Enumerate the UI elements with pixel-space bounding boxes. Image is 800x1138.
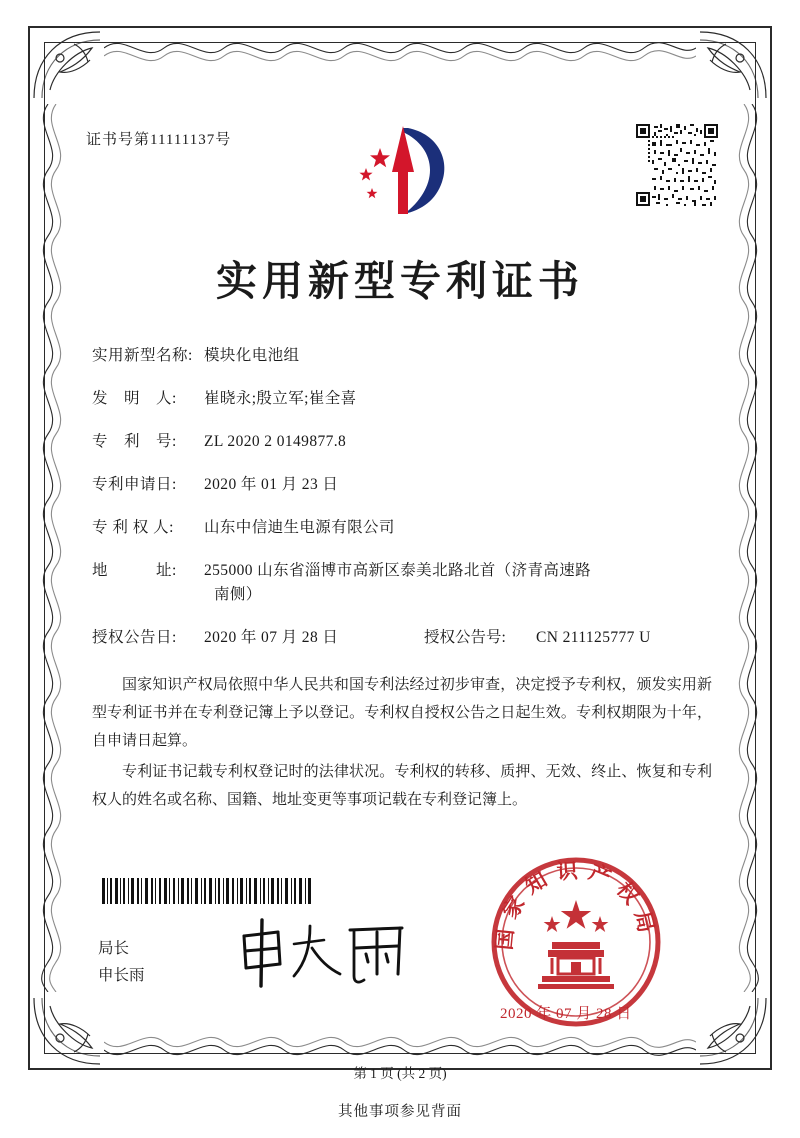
- field-row-inventors: [92, 387, 712, 411]
- field-row-address: [92, 559, 712, 607]
- field-value: 模块化电池组: [204, 347, 300, 364]
- field-label-announcement-date: 授权公告日:: [92, 629, 177, 647]
- field-label: 专利申请日:: [92, 476, 177, 494]
- corner-ornament-top-left: [30, 28, 104, 102]
- field-value: 255000 山东省淄博市高新区泰美北路北首（济青高速路: [204, 562, 592, 580]
- border-ornament-right: [734, 104, 770, 992]
- field-label: 专 利 号:: [92, 433, 177, 451]
- field-row-utility-model-name: [92, 344, 712, 368]
- svg-text:国家知识产权局: 国家知识产权局: [491, 858, 661, 952]
- field-row-patent-number: [92, 430, 712, 454]
- field-label: 实用新型名称:: [92, 347, 193, 364]
- corner-ornament-top-right: [696, 28, 770, 102]
- page-title: 实用新型专利证书: [216, 258, 584, 304]
- field-value: ZL 2020 2 0149877.8: [204, 433, 347, 451]
- certificate-number: 证书号第11111137号: [86, 132, 232, 148]
- qr-code: [636, 124, 718, 206]
- corner-ornament-bottom-right: [696, 994, 770, 1068]
- field-label-announcement-number: 授权公告号:: [424, 629, 506, 647]
- field-value-wrapper: [204, 559, 712, 607]
- field-value: 2020 年 01 月 23 日: [204, 476, 339, 494]
- page-number: 第 1 页 (共 2 页): [353, 1066, 447, 1081]
- field-value-line2: 南侧）: [214, 586, 262, 604]
- field-value: 山东中信迪生电源有限公司: [204, 519, 395, 537]
- field-row-application-date: [92, 473, 712, 497]
- field-row-patentee: [92, 516, 712, 540]
- handwritten-signature: [232, 918, 412, 990]
- director-label: 局长: [98, 940, 130, 957]
- border-ornament-left: [30, 104, 66, 992]
- cnipa-logo-icon: [346, 120, 460, 220]
- field-row-announcement: [92, 626, 712, 650]
- legal-text-block: [92, 672, 712, 819]
- field-label: 发 明 人:: [92, 390, 177, 408]
- border-ornament-top: [104, 30, 696, 66]
- barcode: [100, 878, 314, 904]
- paragraph-register: 专利证书记载专利权登记时的法律状况。专利权的转移、质押、无效、终止、恢复和专利权人的姓名或名称、国籍、地址变更等事项记载在专利登记簿上。: [92, 764, 712, 808]
- paragraph-grant: 国家知识产权局依照中华人民共和国专利法经过初步审查，决定授予专利权，颁发实用新型专利证书并在专利登记簿上予以登记。专利权自授权公告之日起生效。专利权期限为十年，自申请日起算。: [92, 677, 712, 749]
- field-label: 专 利 权 人:: [92, 519, 174, 537]
- field-label: 地 址:: [92, 562, 177, 580]
- director-name: 申长雨: [98, 967, 145, 984]
- footer-note: 其他事项参见背面: [338, 1104, 462, 1120]
- corner-ornament-bottom-left: [30, 994, 104, 1068]
- field-value-announcement-number: CN 211125777 U: [536, 629, 651, 647]
- field-value: 崔晓永;殷立军;崔全喜: [204, 390, 357, 408]
- seal-date: 2020 年 07 月 28 日: [500, 1006, 632, 1022]
- field-list: [92, 344, 712, 669]
- field-value-announcement-date: 2020 年 07 月 28 日: [204, 629, 339, 647]
